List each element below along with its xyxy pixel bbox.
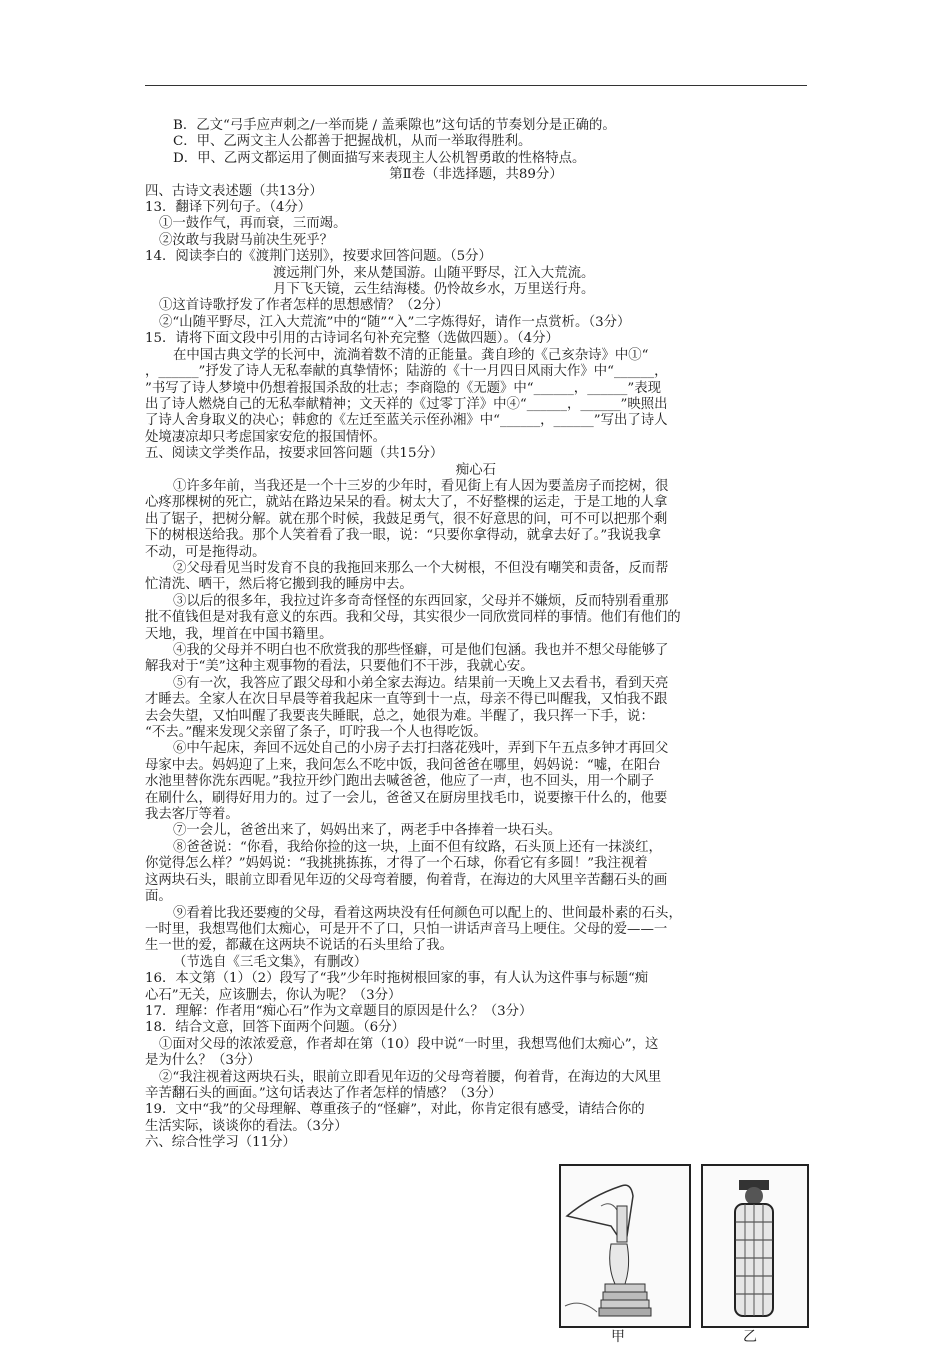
- story-line: 心疼那棵树的死亡，就站在路边呆呆的看。树太大了，不好整棵的运走，于是工地的人拿: [145, 495, 668, 511]
- part2-title: 第Ⅱ卷（非选择题，共89分）: [389, 167, 563, 183]
- story-line: 解我对于“美”这种主观事物的看法，只要他们不干涉，我就心安。: [145, 659, 534, 675]
- q15-text-line: 在中国古典文学的长河中，流淌着数不清的正能量。龚自珍的《己亥杂诗》中①“: [173, 347, 649, 363]
- question-14: 14．阅读李白的《渡荆门送别》，按要求回答问题。（5分）: [145, 249, 492, 265]
- story-line: 你觉得怎么样？”妈妈说：“我挑挑拣拣，才得了一个石球，你看它有多圆！”我注视着: [145, 856, 648, 872]
- story-line: 下的树根送给我。那个人笑着看了我一眼，说：“只要你拿得动，就拿去好了。”我说我拿: [145, 528, 661, 544]
- question-14-item-2: ②“山随平野尽，江入大荒流”中的“随”“入”二字炼得好，请作一点赏析。（3分）: [159, 314, 631, 330]
- story-line: ⑧爸爸说：“你看，我给你捡的这一块，上面不但有纹路，石头顶上还有一抹淡红，: [173, 839, 662, 855]
- figure-panel: [553, 1160, 813, 1344]
- figure-jia: [559, 1164, 691, 1328]
- header-rule: [145, 85, 807, 86]
- story-line: ⑦一会儿，爸爸出来了，妈妈出来了，两老手中各捧着一块石头。: [173, 823, 562, 839]
- story-line: 生一世的爱，都藏在这两块不说话的石头里给了我。: [145, 938, 453, 954]
- story-line: 才睡去。全家人在次日早晨等着我起床一直等到十一点，母亲不得已叫醒我，又怕我不跟: [145, 692, 668, 708]
- figure-yi-illustration: [703, 1166, 807, 1326]
- story-line: 面。: [145, 889, 172, 905]
- question-18-item-2-cont: 辛苦翻石头的画面。”这句话表达了作者怎样的情感？（3分）: [145, 1085, 502, 1101]
- story-line: 批不值钱但是对我有意义的东西。我和父母，其实很少一同欣赏同样的事情。他们有他们的: [145, 610, 681, 626]
- story-line: ②父母看见当时发育不良的我拖回来那么一个大树根，不但没有嘲笑和责备，反而帮: [173, 560, 669, 576]
- poem-line-1: 渡远荆门外，来从楚国游。山随平野尽，江入大荒流。: [273, 265, 595, 281]
- option-c: C．甲、乙两文主人公都善于把握战机，从而一举取得胜利。: [173, 134, 532, 150]
- figure-label-jia: 甲: [611, 1329, 625, 1345]
- story-line: 天地，我，埋首在中国书籍里。: [145, 626, 333, 642]
- question-13: 13．翻译下列句子。（4分）: [145, 200, 312, 216]
- option-b: B．乙文“弓手应声刺之/一举而毙 / 盖乘隙也”这句话的节奏划分是正确的。: [173, 118, 616, 133]
- story-line: 在刷什么，刷得好用力的。过了一会儿，爸爸又在厨房里找毛巾，说要擦干什么的，他要: [145, 790, 668, 806]
- poem-line-2: 月下飞天镜，云生结海楼。仍怜故乡水，万里送行舟。: [273, 282, 595, 298]
- story-line: 这两块石头，眼前立即看见年迈的父母弯着腰，佝着背，在海边的大风里辛苦翻石头的画: [145, 872, 668, 888]
- story-line: 不动，可是拖得动。: [145, 544, 266, 560]
- figure-jia-illustration: [561, 1166, 689, 1326]
- story-line: ③以后的很多年，我拉过许多奇奇怪怪的东西回家，父母并不嫌烦，反而特别看重那: [173, 593, 669, 609]
- question-15: 15．请将下面文段中引用的古诗词名句补充完整（选做四题）。（4分）: [145, 331, 559, 347]
- q15-text-line: ”书写了诗人梦境中仍想着报国杀敌的壮志；李商隐的《无题》中“______，______”表现: [145, 380, 661, 396]
- section5-heading: 五、阅读文学类作品，按要求回答问题（共15分）: [145, 446, 444, 462]
- q15-text-line: ，______”抒发了诗人无私奉献的真挚情怀；陆游的《十一月四日风雨大作》中“______，: [145, 364, 668, 380]
- section4-heading: 四、古诗文表述题（共13分）: [145, 183, 323, 199]
- question-16-cont: 心石”无关，应该删去，你认为呢？（3分）: [145, 987, 402, 1003]
- question-19-cont: 生活实际，谈谈你的看法。（3分）: [145, 1118, 348, 1134]
- question-13-item-1: ①一鼓作气，再而衰，三而竭。: [159, 216, 347, 232]
- story-line: 母家中去。妈妈迎了上来，我问怎么不吃中饭，我问爸爸在哪里，妈妈说：“嘘，在阳台: [145, 757, 661, 773]
- story-line: 忙清洗、晒干，然后将它搬到我的睡房中去。: [145, 577, 413, 593]
- section6-heading: 六、综合性学习（11分）: [145, 1135, 296, 1151]
- figure-yi: [701, 1164, 809, 1328]
- question-18-item-1: ①面对父母的浓浓爱意，作者却在第（10）段中说“一时里，我想骂他们太痴心”，这: [159, 1036, 659, 1052]
- question-17: 17．理解：作者用“痴心石”作为文章题目的原因是什么？（3分）: [145, 1003, 533, 1019]
- story-line: ④我的父母并不明白也不欣赏我的那些怪癖，可是他们包涵。我也并不想父母能够了: [173, 643, 669, 658]
- question-18-item-2: ②“我注视着这两块石头，眼前立即看见年迈的父母弯着腰，佝着背，在海边的大风里: [159, 1069, 662, 1085]
- figure-label-yi: 乙: [743, 1329, 757, 1345]
- question-18-item-1-cont: 是为什么？（3分）: [145, 1053, 261, 1069]
- story-line: 我去客厅等着。: [145, 807, 239, 823]
- question-19: 19．文中“我”的父母理解、尊重孩子的“怪癖”，对此，你肯定很有感受，请结合你的: [145, 1102, 645, 1118]
- q15-text-line: 了诗人舍身取义的决心；韩愈的《左迁至蓝关示侄孙湘》中“______，______”写出了诗人: [145, 413, 668, 429]
- question-16: 16．本文第（1）（2）段写了“我”少年时拖树根回家的事，有人认为这件事与标题“痴: [145, 971, 649, 987]
- story-line: “不去。”醒来发现父亲留了条子，叮咛我一个人也得吃饭。: [145, 725, 487, 741]
- exam-page: [145, 118, 807, 1152]
- question-18: 18．结合文意，回答下面两个问题。（6分）: [145, 1020, 405, 1036]
- question-13-item-2: ②汝敢与我尉马前决生死乎？: [159, 232, 334, 248]
- story-line: ⑥中午起床，奔回不远处自己的小房子去打扫落花残叶，弄到下午五点多钟才再回父: [173, 741, 669, 757]
- option-d: D．甲、乙两文都运用了侧面描写来表现主人公机智勇敢的性格特点。: [173, 150, 586, 166]
- story-source: （节选自《三毛文集》，有删改）: [173, 954, 368, 970]
- story-line: ⑨看着比我还要瘦的父母，看着这两块没有任何颜色可以配上的、世间最朴素的石头，: [173, 905, 682, 921]
- story-line: 一时里，我想骂他们太痴心，可是开不了口，只怕一讲话声音马上哽住。父母的爱——一: [145, 921, 668, 937]
- story-title: 痴心石: [455, 462, 497, 478]
- story-line: ①许多年前，当我还是一个十三岁的少年时，看见街上有人因为要盖房子而挖树，很: [173, 478, 669, 494]
- story-line: 去会失望，又怕叫醒了我要丧失睡眠，总之，她很为难。半醒了，我只挥一下手，说：: [145, 708, 654, 724]
- question-14-item-1: ①这首诗歌抒发了作者怎样的思想感情？（2分）: [159, 298, 449, 314]
- q15-text-line: 出了诗人燃烧自己的无私奉献精神；文天祥的《过零丁洋》中④“______，______”映照出: [145, 396, 668, 412]
- story-line: 水池里替你洗东西呢。”我拉开纱门跑出去喊爸爸，他应了一声，也不回头，用一个刷子: [145, 774, 654, 790]
- q15-text-line: 处境凄凉却只考虑国家安危的报国情怀。: [145, 429, 387, 445]
- story-line: ⑤有一次，我答应了跟父母和小弟全家去海边。结果前一天晚上又去看书，看到天亮: [173, 675, 669, 691]
- story-line: 出了锯子，把树分解。就在那个时候，我鼓足勇气，很不好意思的问，可不可以把那个剩: [145, 511, 668, 527]
